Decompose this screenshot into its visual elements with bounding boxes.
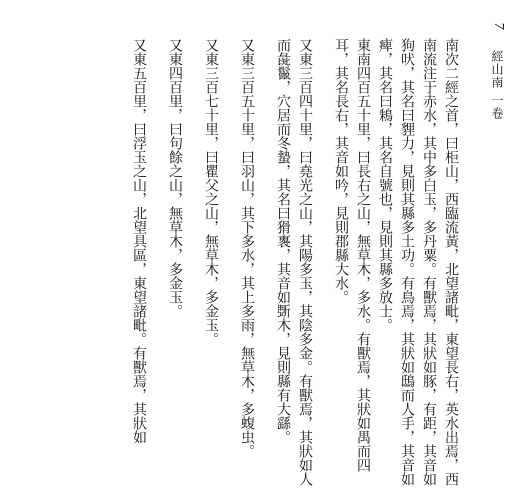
paragraph-gouyu: 又東四百里，曰句餘之山，無草木，多金玉。: [167, 38, 183, 318]
page-number: 7: [492, 22, 506, 30]
paragraph-guishan: 南次二經之首，曰柜山，西臨流黃，北望諸毗，東望長右，英水出焉，西南流注于赤水，其中多白玉，多丹粟。有獸焉，其狀如豚，有距，其音如狗吠，其名曰貍力，見則其縣多土功。有鳥焉，其狀如鴟而人手，其音如痺，其名曰鴸，其名自號也，見則其縣多放士。: [377, 38, 459, 486]
paragraph-yushan: 又東三百五十里，曰羽山，其下多水，其上多雨，無草木，多蝮虫。: [239, 38, 255, 458]
paragraph-yaoguang: 又東三百四十里，曰堯光之山，其陽多玉，其陰多金。有獸焉，其狀如人而彘鬣，穴居而冬蟄，其名曰猾褢，其音如斲木，見則縣有大繇。: [275, 38, 313, 486]
paragraph-changyou: 東南四百五十里，曰長右之山，無草木，多水。有獸焉，其狀如禺而四耳，其名長右，其音如吟，見則郡縣大水。: [333, 38, 371, 472]
page-header: [472, 10, 512, 170]
running-title: 經山南 一卷: [490, 50, 504, 120]
paragraph-fuyu: 又東五百里，曰浮玉之山，北望具區，東望諸毗。有獸焉，其狀如: [131, 38, 147, 444]
paragraph-qufu: 又東三百七十里，曰瞿父之山，無草木，多金玉。: [203, 38, 219, 346]
vertical-text-body: [32, 38, 462, 488]
